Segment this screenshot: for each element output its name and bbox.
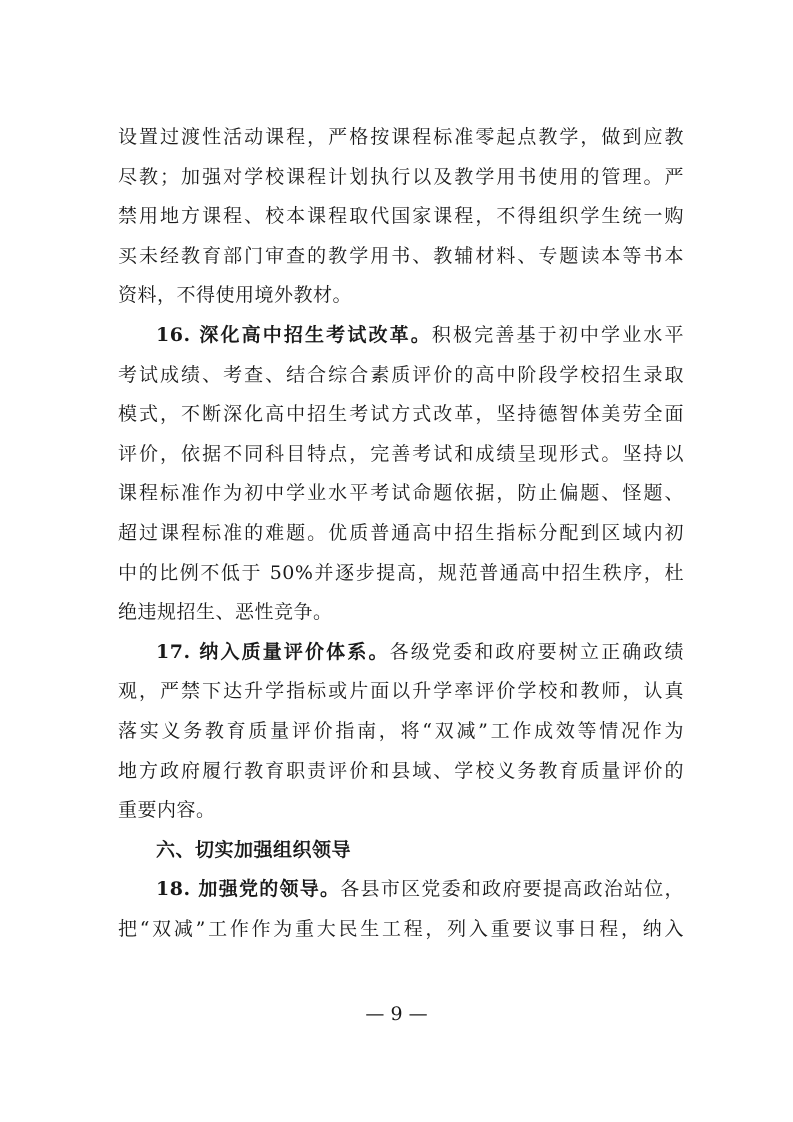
text-line: 模式，不断深化高中招生考试方式改革，坚持德智体美劳全面: [118, 403, 684, 426]
page-number: — 9 —: [365, 1003, 428, 1025]
text-line: 中的比例不低于 50%并逐步提高，规范普通高中招生秩序，杜: [118, 561, 684, 584]
text-line: 评价，依据不同科目特点，完善考试和成绩呈现形式。坚持以: [118, 442, 684, 465]
document-body: [118, 118, 684, 949]
text-line: 观，严禁下达升学指标或片面以升学率评价学校和教师，认真: [118, 680, 684, 703]
item-16-first-line: [118, 316, 684, 356]
text-line: 设置过渡性活动课程，严格按课程标准零起点教学，做到应教: [118, 126, 684, 148]
item-16-title: 16. 深化高中招生考试改革。: [156, 323, 432, 346]
item-17-first-line: [118, 633, 684, 673]
text-line: 买未经教育部门审查的教学用书、教辅材料、专题读本等书本: [118, 244, 684, 267]
text-span: 积极完善基于初中学业水平: [431, 323, 684, 346]
text-line: 把“双减”工作作为重大民生工程，列入重要议事日程，纳入: [118, 917, 684, 940]
item-18-title: 18. 加强党的领导。: [156, 878, 341, 901]
text-line: 重要内容。: [118, 799, 216, 822]
text-line: 绝违规招生、恶性竞争。: [118, 601, 333, 624]
text-line: 考试成绩、考查、结合综合素质评价的高中阶段学校招生录取: [118, 363, 684, 386]
item-17-title: 17. 纳入质量评价体系。: [156, 640, 390, 663]
text-span: 各县市区党委和政府要提高政治站位，: [340, 878, 684, 901]
text-line: 资料，不得使用境外教材。: [118, 284, 353, 307]
text-line: 超过课程标准的难题。优质普通高中招生指标分配到区域内初: [118, 521, 684, 544]
section-heading: 六、切实加强组织领导: [156, 838, 352, 861]
text-line: 课程标准作为初中学业水平考试命题依据，防止偏题、怪题、: [118, 482, 684, 505]
text-line: 落实义务教育质量评价指南，将“双减”工作成效等情况作为: [118, 719, 684, 742]
text-line: 尽教；加强对学校课程计划执行以及教学用书使用的管理。严: [118, 165, 684, 188]
text-span: 各级党委和政府要树立正确政绩: [389, 640, 684, 663]
item-18-first-line: [118, 870, 684, 910]
text-line: 地方政府履行教育职责评价和县域、学校义务教育质量评价的: [118, 759, 684, 782]
text-line: 禁用地方课程、校本课程取代国家课程，不得组织学生统一购: [118, 205, 684, 228]
